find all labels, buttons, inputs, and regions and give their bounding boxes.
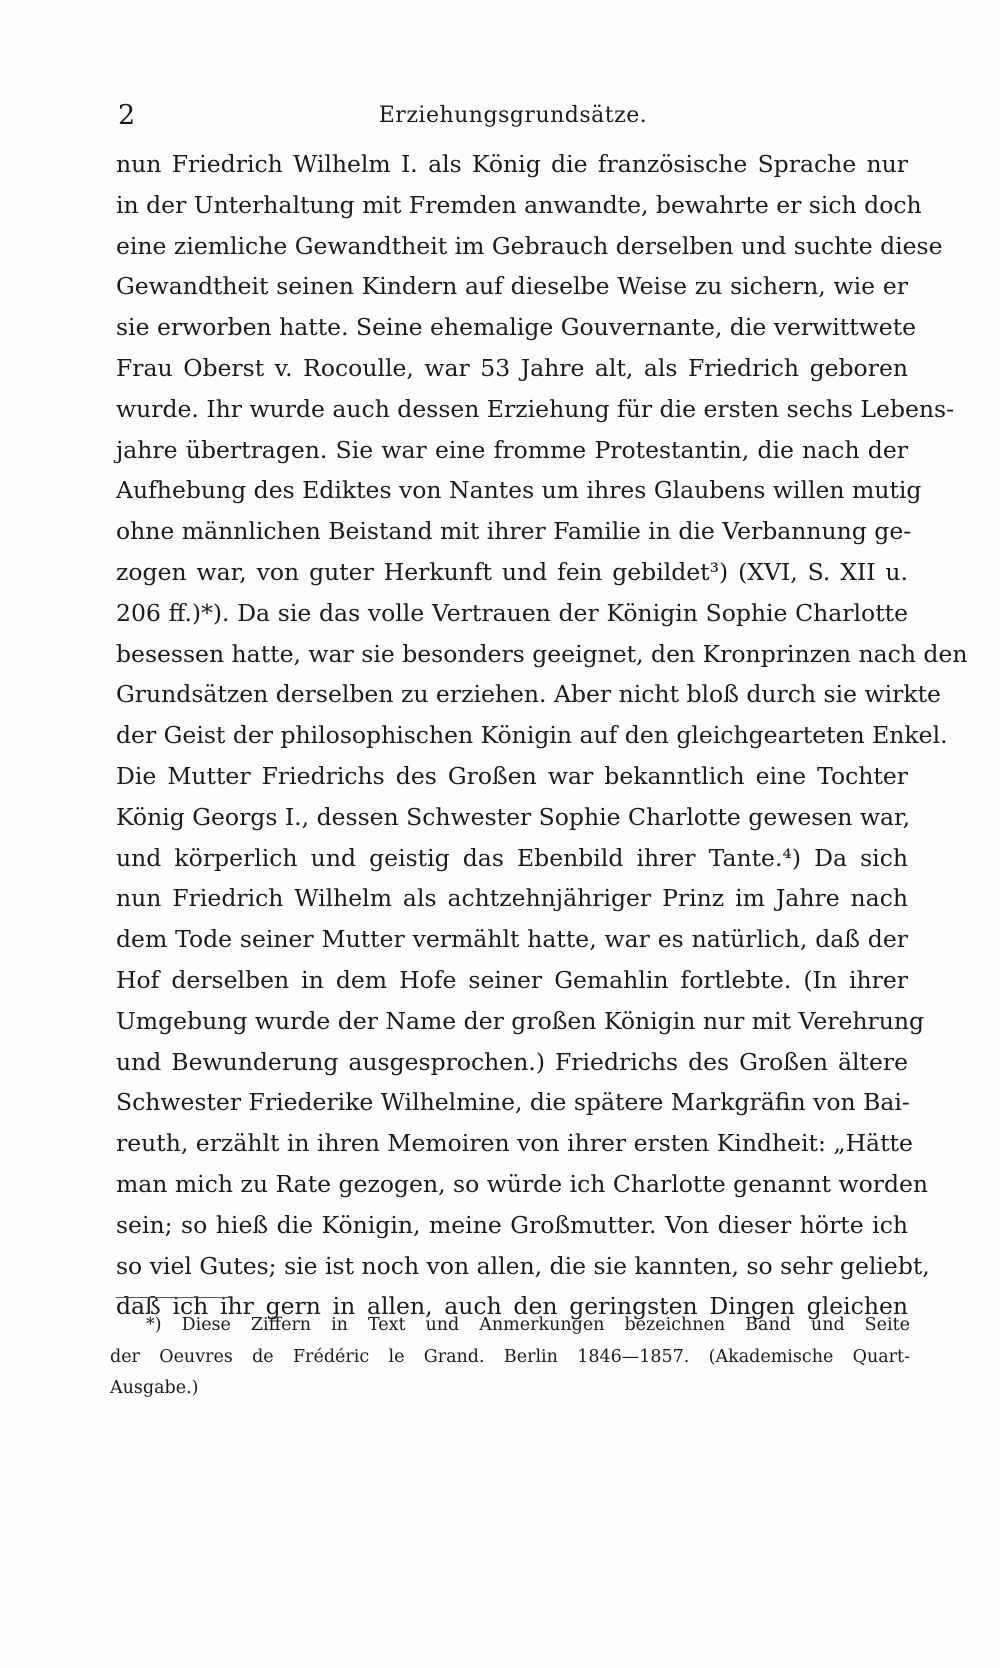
text-line: daß ich ihr gern in allen, auch den geringsten Dingen gleichen	[116, 1292, 908, 1321]
text-line: Aufhebung des Ediktes von Nantes um ihres Glaubens willen mutig	[116, 476, 922, 505]
page-header	[118, 98, 908, 134]
text-line: Hof derselben in dem Hofe seiner Gemahlin fortlebte. (In ihrer	[116, 965, 908, 994]
text-line: Schwester Friederike Wilhelmine, die spätere Markgräfin von Bai-	[116, 1088, 910, 1117]
text-line: man mich zu Rate gezogen, so würde ich Charlotte genannt worden	[116, 1169, 929, 1198]
text-line: zogen war, von guter Herkunft und fein gebildet³) (XVI, S. XII u.	[116, 557, 908, 586]
text-line: und körperlich und geistig das Ebenbild ihrer Tante.⁴) Da sich	[116, 843, 908, 872]
text-line: der Geist der philosophischen Königin auf den gleichgearteten Enkel.	[116, 721, 948, 750]
text-line: sie erworben hatte. Seine ehemalige Gouvernante, die verwittwete	[116, 313, 917, 342]
text-line: Frau Oberst v. Rocoulle, war 53 Jahre alt, als Friedrich geboren	[116, 353, 908, 382]
text-line: Gewandtheit seinen Kindern auf dieselbe Weise zu sichern, wie er	[116, 272, 908, 301]
text-line: Umgebung wurde der Name der großen Königin nur mit Verehrung	[116, 1006, 925, 1035]
text-line: Die Mutter Friedrichs des Großen war bekanntlich eine Tochter	[116, 761, 908, 790]
text-line: und Bewunderung ausgesprochen.) Friedrichs des Großen ältere	[116, 1047, 908, 1076]
text-line: nun Friedrich Wilhelm I. als König die französische Sprache nur	[116, 150, 908, 178]
text-line: jahre übertragen. Sie war eine fromme Protestantin, die nach der	[116, 435, 908, 464]
text-line: 206 ff.)*). Da sie das volle Vertrauen der Königin Sophie Charlotte	[116, 598, 908, 627]
running-head: Erziehungsgrundsätze.	[378, 103, 648, 128]
footnote-divider	[116, 1297, 231, 1298]
text-line: eine ziemliche Gewandtheit im Gebrauch derselben und suchte diese	[116, 231, 943, 260]
text-line: ohne männlichen Beistand mit ihrer Familie in die Verbannung ge-	[116, 517, 912, 546]
page-number: 2	[118, 100, 136, 131]
text-line: dem Tode seiner Mutter vermählt hatte, war es natürlich, daß der	[116, 925, 908, 954]
footnote-line: Ausgabe.)	[110, 1378, 199, 1398]
footnote-line: der Oeuvres de Frédéric le Grand. Berlin 1846—1857. (Akademische Quart-	[110, 1346, 910, 1367]
text-line: sein; so hieß die Königin, meine Großmutter. Von dieser hörte ich	[116, 1210, 908, 1239]
text-line: nun Friedrich Wilhelm als achtzehnjähriger Prinz im Jahre nach	[116, 884, 908, 913]
footnotes	[110, 1310, 910, 1405]
text-line: reuth, erzählt in ihren Memoiren von ihrer ersten Kindheit: „Hätte	[116, 1129, 913, 1158]
text-line: Grundsätzen derselben zu erziehen. Aber nicht bloß durch sie wirkte	[116, 680, 941, 709]
text-line: wurde. Ihr wurde auch dessen Erziehung für die ersten sechs Lebens-	[116, 394, 955, 423]
text-line: so viel Gutes; sie ist noch von allen, die sie kannten, so sehr geliebt,	[116, 1251, 930, 1280]
body-text	[116, 144, 968, 1327]
text-line: besessen hatte, war sie besonders geeignet, den Kronprinzen nach den	[116, 639, 968, 668]
text-line: in der Unterhaltung mit Fremden anwandte, bewahrte er sich doch	[116, 190, 922, 219]
footnote-line: *) Diese Ziffern in Text und Anmerkungen bezeichnen Band und Seite	[146, 1315, 910, 1335]
text-line: König Georgs I., dessen Schwester Sophie Charlotte gewesen war,	[116, 802, 911, 831]
